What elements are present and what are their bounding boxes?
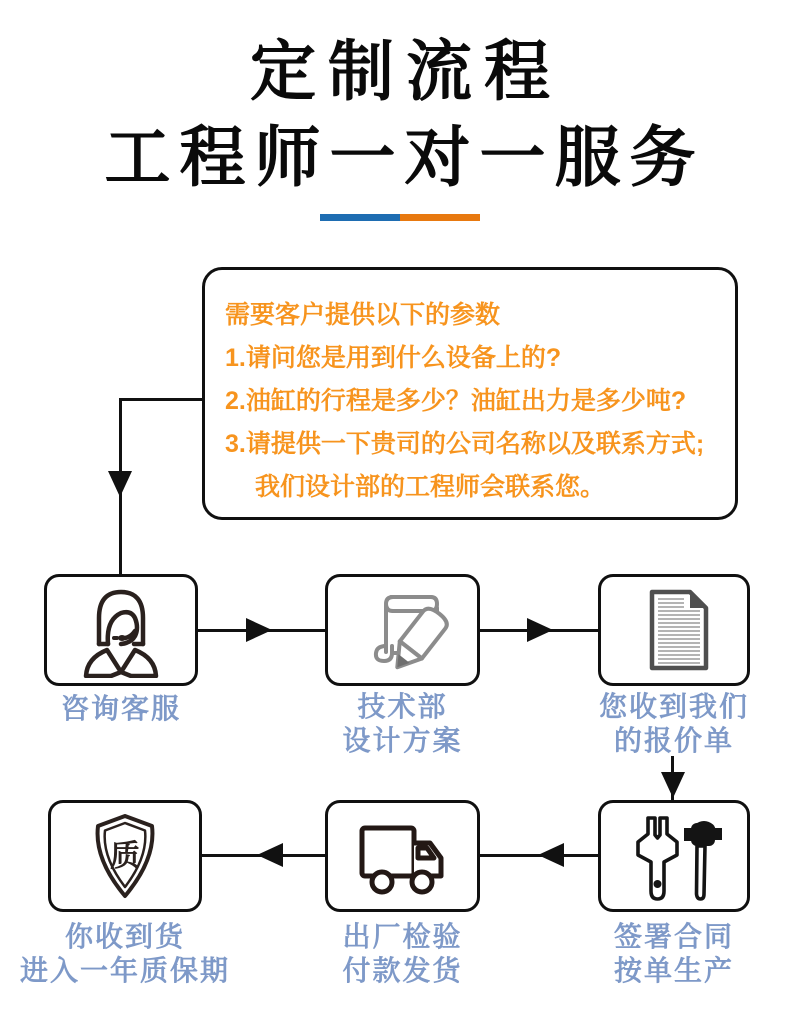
shield-character: 质 [110, 840, 140, 873]
scroll-pencil-icon [351, 580, 455, 680]
arrow-left-icon-2 [257, 843, 283, 867]
step-label-shipping: 出厂检验 付款发货 [342, 921, 463, 986]
params-heading: 需要客户提供以下的参数 [225, 301, 501, 329]
quality-shield-icon [77, 808, 173, 904]
step-box-warranty [48, 800, 202, 912]
step-label-warranty: 你收到货 进入一年质保期 [19, 921, 230, 986]
step-box-consult [44, 574, 198, 686]
step-label-quote: 您收到我们 的报价单 [598, 691, 749, 756]
divider-orange-segment [400, 214, 480, 221]
wrench-hammer-icon [624, 808, 724, 904]
page-subtitle: 工程师一对一服务 [104, 120, 705, 194]
step-box-quote [598, 574, 750, 686]
customer-service-icon [71, 582, 171, 678]
step-label-consult: 咨询客服 [60, 693, 181, 724]
connector-horizontal-line [120, 398, 202, 401]
arrow-right-icon-2 [527, 618, 553, 642]
arrow-down-icon-2 [661, 772, 685, 798]
step-box-shipping [325, 800, 480, 912]
arrow-right-icon-1 [246, 618, 272, 642]
params-box [202, 267, 738, 520]
document-icon [624, 582, 724, 678]
page-title: 定制流程 [250, 34, 562, 108]
step-label-design: 技术部 设计方案 [342, 691, 463, 756]
params-line-1: 1.请问您是用到什么设备上的? [225, 344, 562, 372]
step-box-design [325, 574, 480, 686]
params-line-2: 2.油缸的行程是多少？油缸出力是多少吨? [225, 387, 687, 415]
arrow-down-icon [108, 471, 132, 497]
title-divider [320, 214, 480, 221]
divider-blue-segment [320, 214, 400, 221]
step-label-contract: 签署合同 按单生产 [613, 921, 734, 986]
truck-icon [348, 810, 458, 902]
params-line-3: 3.请提供一下贵司的公司名称以及联系方式; [225, 430, 705, 458]
arrow-left-icon-1 [538, 843, 564, 867]
params-line-4: 我们设计部的工程师会联系您。 [255, 473, 606, 501]
step-box-contract [598, 800, 750, 912]
